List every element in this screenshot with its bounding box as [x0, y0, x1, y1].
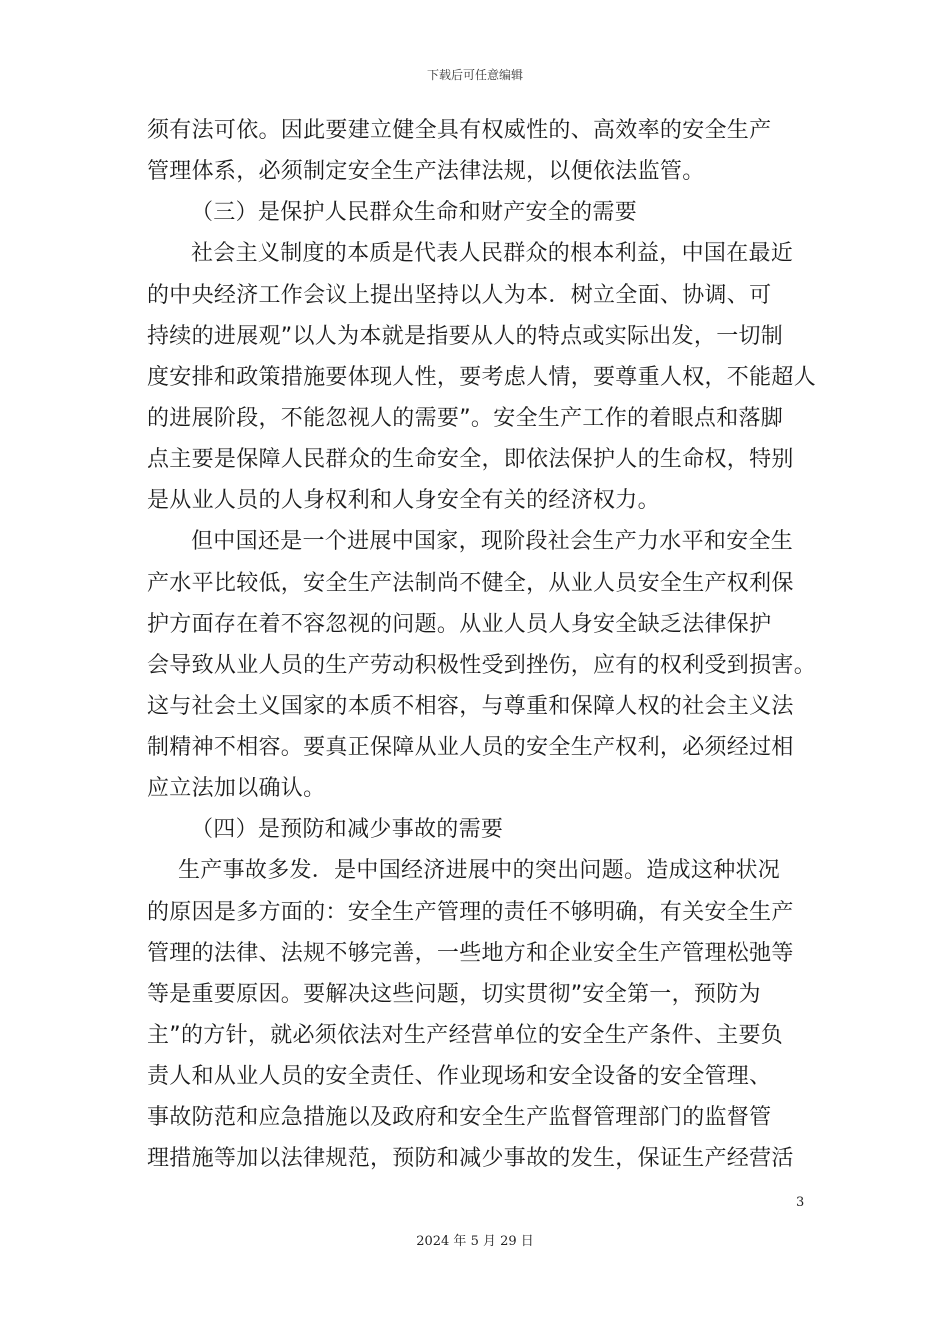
text-line: 点主要是保障人民群众的生命安全，即依法保护人的生命权，特别 [147, 447, 794, 472]
text-line: 度安排和政策措施要体现人性，要考虑人情，要尊重人权，不能超人 [147, 365, 817, 390]
text-line: 但中国还是一个进展中国家，现阶段社会生产力水平和安全生 [191, 529, 794, 554]
text-line: 的原因是多方面的：安全生产管理的责任不够明确，有关安全生产 [147, 900, 794, 925]
text-line: 主”的方针，就必须依法对生产经营单位的安全生产条件、主要负 [147, 1023, 784, 1048]
section-heading: （四）是预防和减少事故的需要 [191, 817, 504, 842]
text-line: 产水平比较低，安全生产法制尚不健全，从业人员安全生产权利保 [147, 571, 794, 596]
text-line: 这与社会土义国家的本质不相容，与尊重和保障人权的社会主义法 [147, 694, 794, 719]
page-footer-date: 2024 年 5 月 29 日 [416, 1234, 534, 1249]
text-line: 社会主义制度的本质是代表人民群众的根本利益，中国在最近 [191, 241, 794, 266]
text-line: 等是重要原因。要解决这些问题，切实贯彻”安全第一，预防为 [147, 982, 761, 1007]
text-line: 生产事故多发．是中国经济进展中的突出问题。造成这种状况 [178, 858, 781, 883]
text-line: 应立法加以确认。 [147, 776, 326, 801]
text-line: 理措施等加以法律规范，预防和减少事故的发生，保证生产经营活 [147, 1146, 794, 1171]
text-line: 的进展阶段，不能忽视人的需要”。安全生产工作的着眼点和落脚 [147, 406, 784, 431]
text-line: 持续的进展观”以人为本就是指要从人的特点或实际出发，一切制 [147, 324, 784, 349]
text-line: 须有法可依。因此要建立健全具有权威性的、高效率的安全生产 [147, 118, 772, 143]
text-line: 制精神不相容。要真正保障从业人员的安全生产权利，必须经过相 [147, 735, 794, 760]
text-line: 的中央经济工作会议上提出坚持以人为本．树立全面、协调、可 [147, 283, 772, 308]
section-heading: （三）是保护人民群众生命和财产安全的需要 [191, 200, 638, 225]
page-header: 下载后可任意编辑 [426, 68, 523, 82]
page-number: 3 [796, 1195, 805, 1210]
text-line: 会导致从业人员的生产劳动积极性受到挫伤，应有的权利受到损害。 [147, 653, 817, 678]
text-line: 是从业人员的人身权利和人身安全有关的经济权力。 [147, 488, 660, 513]
text-line: 责人和从业人员的安全责任、作业现场和安全设备的安全管理、 [147, 1064, 772, 1089]
text-line: 管理体系，必须制定安全生产法律法规，以便依法监管。 [147, 159, 705, 184]
text-line: 护方面存在着不容忽视的问题。从业人员人身安全缺乏法律保护 [147, 612, 772, 637]
text-line: 事故防范和应急措施以及政府和安全生产监督管理部门的监督管 [147, 1105, 772, 1130]
text-line: 管理的法律、法规不够完善，一些地方和企业安全生产管理松弛等 [147, 941, 794, 966]
